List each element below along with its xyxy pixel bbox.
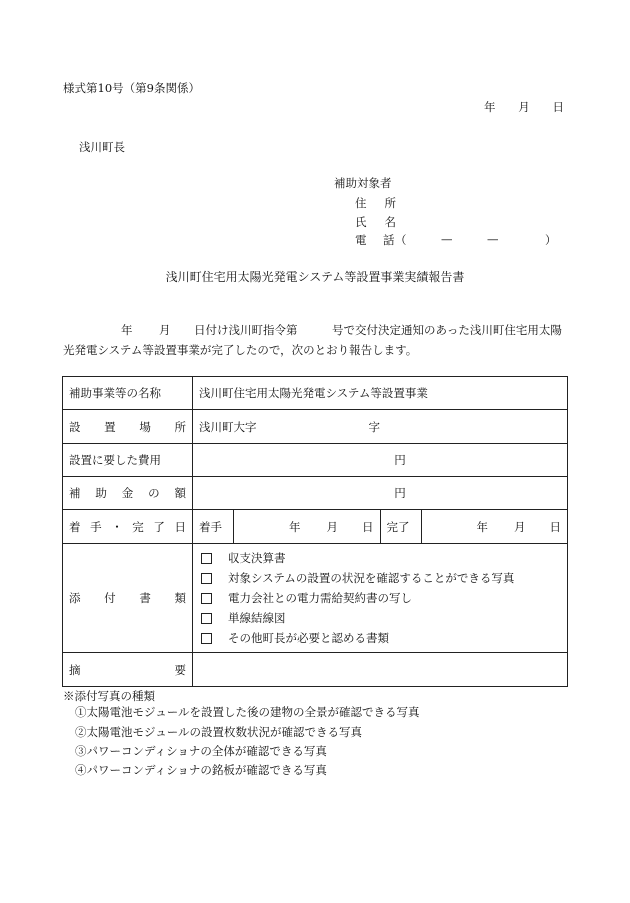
start-date: 年 月 日 [234,510,381,543]
start-end-dates [193,510,567,543]
date-month: 月 [518,100,530,114]
label-project-name: 補助事業等の名称 [69,386,161,400]
label-attachments: 添 付 書 類 [69,591,186,605]
attachment-item: 対象システムの設置の状況を確認することができる写真 [199,568,567,588]
checkbox-icon [201,553,212,564]
label-location: 設 置 場 所 [69,419,186,434]
note-item: ①太陽電池モジュールを設置した後の建物の全景が確認できる写真 [75,705,420,719]
label-remarks: 摘 要 [69,662,186,677]
body-line-2: 光発電システム等設置事業が完了したので，次のとおり報告します。 [63,343,418,357]
row-remarks [63,653,568,687]
value-remarks [193,653,568,687]
checkbox-icon [201,573,212,584]
applicant-title: 補助対象者 [334,176,392,190]
value-subsidy: 円 [193,477,568,510]
body-line-1: 年 月 日付け浅川町指令第 号で交付決定通知のあった浅川町住宅用太陽 [121,323,562,337]
attachment-item: その他町長が必要と認める書類 [199,628,567,648]
date-year: 年 [484,100,496,114]
row-cost [63,444,568,477]
form-number: 様式第10号（第9条関係） [63,81,200,95]
checkbox-icon [201,593,212,604]
report-table [62,376,568,687]
address-label: 住 所 [355,196,396,210]
note-item: ③パワーコンディショナの全体が確認できる写真 [75,744,327,758]
end-label: 完了 [381,510,422,543]
phone-label: 電 話 （ — — ） [355,232,557,247]
row-subsidy [63,477,568,510]
report-date [484,99,564,115]
start-label: 着手 [193,510,234,543]
attachment-item: 単線結線図 [199,608,567,628]
value-cost: 円 [193,444,568,477]
name-label: 氏 名 [355,215,396,229]
attachment-list [193,544,567,652]
date-day: 日 [552,100,564,114]
checkbox-icon [201,633,212,644]
checkbox-icon [201,613,212,624]
value-location: 浅川町大字 字 [193,410,568,444]
attachment-item: 電力会社との電力需給契約書の写し [199,588,567,608]
note-item: ④パワーコンディショナの銘板が確認できる写真 [75,763,327,777]
row-dates [63,510,568,544]
attachment-item: 収支決算書 [199,548,567,568]
end-date: 年 月 日 [476,519,561,534]
label-subsidy: 補 助 金 の 額 [69,486,186,500]
row-project-name [63,377,568,410]
row-attachments [63,544,568,653]
label-cost: 設置に要した費用 [69,453,161,467]
document-title: 浅川町住宅用太陽光発電システム等設置事業実績報告書 [165,270,465,284]
note-item: ②太陽電池モジュールの設置枚数状況が確認できる写真 [75,725,363,739]
value-project-name: 浅川町住宅用太陽光発電システム等設置事業 [193,377,568,410]
addressee: 浅川町長 [79,140,125,154]
notes-title: ※添付写真の種類 [63,689,155,703]
row-location [63,410,568,444]
label-dates: 着 手 ・ 完 了 日 [69,519,186,534]
